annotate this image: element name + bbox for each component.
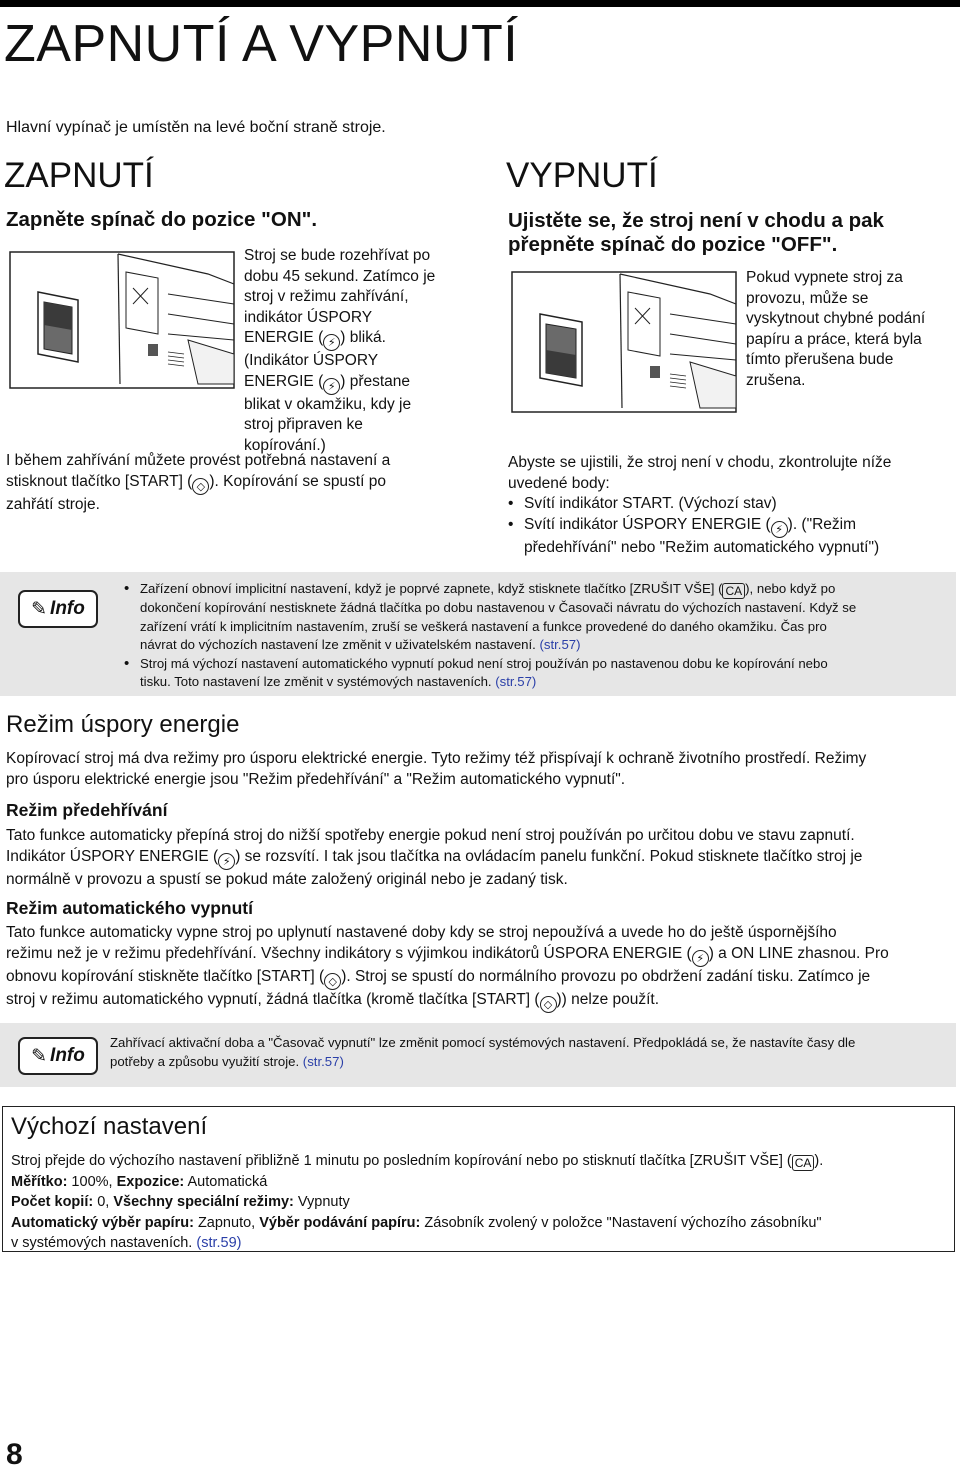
auto-off-line-2: režimu než je v režimu předehřívání. Všechny indikátory s výjimkou indikátorů ÚSPORA ENERGIE ( ⚡ ) a ON LINE zhasnou. Pro xyxy=(6,944,889,965)
auto-off-heading: Režim automatického vypnutí xyxy=(6,898,253,918)
vypnuti-bullet-2: • Svítí indikátor ÚSPORY ENERGIE ( ⚡ ). ("Režim xyxy=(508,515,857,536)
vypnuti-heading: VYPNUTÍ xyxy=(506,156,658,195)
zapnuti-line-9: stroj připraven ke xyxy=(244,416,363,433)
info-1-bullet-2: • Stroj má výchozí nastavení automatického vypnutí pokud není stroj používán po nastavenou dobu ke kopírování nebo tisku. Toto nastavení lze změnit v systémových nastaveních. (str.57) xyxy=(120,655,952,692)
auto-off-text xyxy=(6,923,956,1013)
energy-save-icon: ⚡ xyxy=(218,853,235,870)
clear-all-icon: CA xyxy=(722,583,745,599)
info-box-2 xyxy=(0,1023,956,1087)
info-badge: ✎ Info xyxy=(18,590,98,628)
rezim-line-2: pro úsporu elektrické energie jsou "Režim předehřívání" a "Režim automatického vypnutí". xyxy=(6,770,626,788)
page-title: ZAPNUTÍ A VYPNUTÍ xyxy=(4,15,519,73)
default-settings-text xyxy=(11,1151,951,1254)
zapnuti-line-6: (Indikátor ÚSPORY xyxy=(244,352,379,369)
default-settings-box xyxy=(2,1106,955,1252)
intro-text: Hlavní vypínač je umístěn na levé boční straně stroje. xyxy=(6,119,386,136)
default-line-3: Počet kopií: 0, Všechny speciální režimy: Vypnuty xyxy=(11,1194,350,1210)
auto-off-line-3: obnovu kopírování stiskněte tlačítko [START] ( ◇ ). Stroj se spustí do normálního provozu po obdržení zadání tisku. Zatímco je xyxy=(6,967,871,988)
pen-icon: ✎ xyxy=(31,1045,48,1067)
pen-icon: ✎ xyxy=(31,598,48,620)
zapnuti-bottom-line-1: I během zahřívání můžete provést potřebná nastavení a xyxy=(6,452,391,469)
page-link[interactable]: (str.57) xyxy=(539,637,581,652)
vypnuti-check-line-2: uvedené body: xyxy=(508,474,610,492)
zapnuti-line-4: indikátor ÚSPORY xyxy=(244,308,373,326)
clear-all-icon: CA xyxy=(792,1155,815,1171)
vypnuti-subheading xyxy=(508,209,884,257)
top-rule xyxy=(0,0,960,7)
energy-save-icon: ⚡ xyxy=(323,334,340,351)
page-link[interactable]: (str.59) xyxy=(196,1235,242,1251)
vypnuti-side-text xyxy=(746,268,956,391)
zapnuti-line-10: kopírování.) xyxy=(244,436,326,454)
vypnuti-subheading-line-2: přepněte spínač do pozice "OFF". xyxy=(508,233,838,256)
default-line-1: Stroj přejde do výchozího nastavení přibližně 1 minutu po posledním kopírování nebo po stisknutí tlačítka [ZRUŠIT VŠE] ( CA ). xyxy=(11,1153,824,1170)
start-icon: ◇ xyxy=(540,996,557,1013)
zapnuti-line-3: stroj v režimu zahřívání, xyxy=(244,288,409,305)
energy-save-icon: ⚡ xyxy=(323,378,340,395)
preheat-heading: Režim předehřívání xyxy=(6,800,168,820)
info-2-text xyxy=(110,1033,952,1071)
energy-save-icon: ⚡ xyxy=(771,521,788,538)
start-icon: ◇ xyxy=(324,973,341,990)
page-number: 8 xyxy=(6,1438,23,1471)
vypnuti-check-text xyxy=(508,453,958,558)
zapnuti-line-5: ENERGIE ( ⚡ ) bliká. xyxy=(244,329,386,349)
rezim-heading: Režim úspory energie xyxy=(6,711,240,738)
preheat-line-3: normálně v provozu a spustí se pokud máte založený originál nebo je zadaný tisk. xyxy=(6,870,568,888)
auto-off-line-1: Tato funkce automaticky vypne stroj po uplynutí nastavené doby kdy se stroj nepoužívá a uvede ho do ještě úspornějšího xyxy=(6,924,837,941)
energy-save-icon: ⚡ xyxy=(692,950,709,967)
zapnuti-line-1: Stroj se bude rozehřívat po xyxy=(244,247,431,264)
info-2-line-1: Zahřívací aktivační doba a "Časovač vypnutí" lze změnit pomocí systémových nastavení. Předpokládá se, že nastavíte časy dle xyxy=(110,1035,856,1050)
info-1-bullet-1: • Zařízení obnoví implicitní nastavení, když je poprvé zapnete, když stisknete tlačítko [ZRUŠIT VŠE] ( CA ), nebo když po dokončení kopírování nestisknete žádná tlačítka po dobu nastavenou v Časovači návratu do výchozích nastavení. Když se zařízení vrátí k implicitním nastavením, zruší se veškerá nastavení a funkce provedené do daného okamžiku. Čas pro návrat do výchozích nastavení lze změnit v uživatelském nastavení. (str.57) xyxy=(120,580,952,655)
info-badge: ✎ Info xyxy=(18,1037,98,1075)
vypnuti-check-line-1: Abyste se ujistili, že stroj není v chodu, zkontrolujte níže xyxy=(508,454,892,471)
info-2-line-2: potřeby a způsobu využití stroje. xyxy=(110,1054,300,1069)
zapnuti-line-8: blikat v okamžiku, kdy je xyxy=(244,395,412,413)
vypnuti-bullet-2-cont: předehřívání" nebo "Režim automatického vypnutí") xyxy=(524,538,880,556)
vypnuti-line-6: zrušena. xyxy=(746,371,806,389)
vypnuti-bullet-1: • Svítí indikátor START. (Výchozí stav) xyxy=(508,495,777,512)
default-line-5: v systémových nastaveních. (str.59) xyxy=(11,1235,242,1251)
auto-off-line-4: stroj v režimu automatického vypnutí, žádná tlačítka (kromě tlačítka [START] ( ◇ )) nelze použít. xyxy=(6,990,660,1011)
default-settings-heading: Výchozí nastavení xyxy=(11,1113,208,1140)
vypnuti-line-1: Pokud vypnete stroj za xyxy=(746,269,903,286)
rezim-intro xyxy=(6,749,956,790)
start-icon: ◇ xyxy=(192,478,209,495)
zapnuti-line-7: ENERGIE ( ⚡ ) přestane xyxy=(244,372,411,393)
default-line-2: Měřítko: 100%, Expozice: Automatická xyxy=(11,1173,268,1190)
zapnuti-line-2: dobu 45 sekund. Zatímco je xyxy=(244,267,436,285)
vypnuti-line-2: provozu, může se xyxy=(746,289,869,307)
preheat-line-2: Indikátor ÚSPORY ENERGIE ( ⚡ ) se rozsvítí. I tak jsou tlačítka na ovládacím panelu funkční. Pokud stisknete tlačítko stroj je xyxy=(6,847,863,868)
vypnuti-line-4: papíru a práce, která byla xyxy=(746,330,922,348)
vypnuti-line-5: tímto přerušena bude xyxy=(746,351,894,368)
default-line-4: Automatický výběr papíru: Zapnuto, Výběr podávání papíru: Zásobník zvolený v položce "Nastavení výchozího zásobníku" xyxy=(11,1214,822,1231)
zapnuti-side-text xyxy=(244,246,474,456)
power-switch-off-illustration xyxy=(510,266,738,416)
zapnuti-subheading: Zapněte spínač do pozice "ON". xyxy=(6,208,318,231)
vypnuti-line-3: vyskytnout chybné podání xyxy=(746,310,926,327)
zapnuti-bottom-line-3: zahřátí stroje. xyxy=(6,495,100,513)
power-switch-on-illustration xyxy=(8,244,236,392)
preheat-line-1: Tato funkce automaticky přepíná stroj do nižší spotřeby energie pokud není stroj používán po určitou dobu ve stavu zapnutí. xyxy=(6,827,855,844)
vypnuti-subheading-line-1: Ujistěte se, že stroj není v chodu a pak xyxy=(508,209,884,232)
zapnuti-bottom-text xyxy=(6,451,486,515)
page-link[interactable]: (str.57) xyxy=(302,1054,344,1069)
preheat-text xyxy=(6,826,956,890)
info-1-list xyxy=(120,580,952,692)
info-box-1 xyxy=(0,572,956,696)
zapnuti-bottom-line-2: stisknout tlačítko [START] ( ◇ ). Kopírování se spustí po xyxy=(6,472,386,493)
page-link[interactable]: (str.57) xyxy=(495,674,537,689)
zapnuti-heading: ZAPNUTÍ xyxy=(4,156,154,195)
rezim-line-1: Kopírovací stroj má dva režimy pro úsporu elektrické energie. Tyto režimy též přispívají k ochraně životního prostředí. Režimy xyxy=(6,750,867,767)
